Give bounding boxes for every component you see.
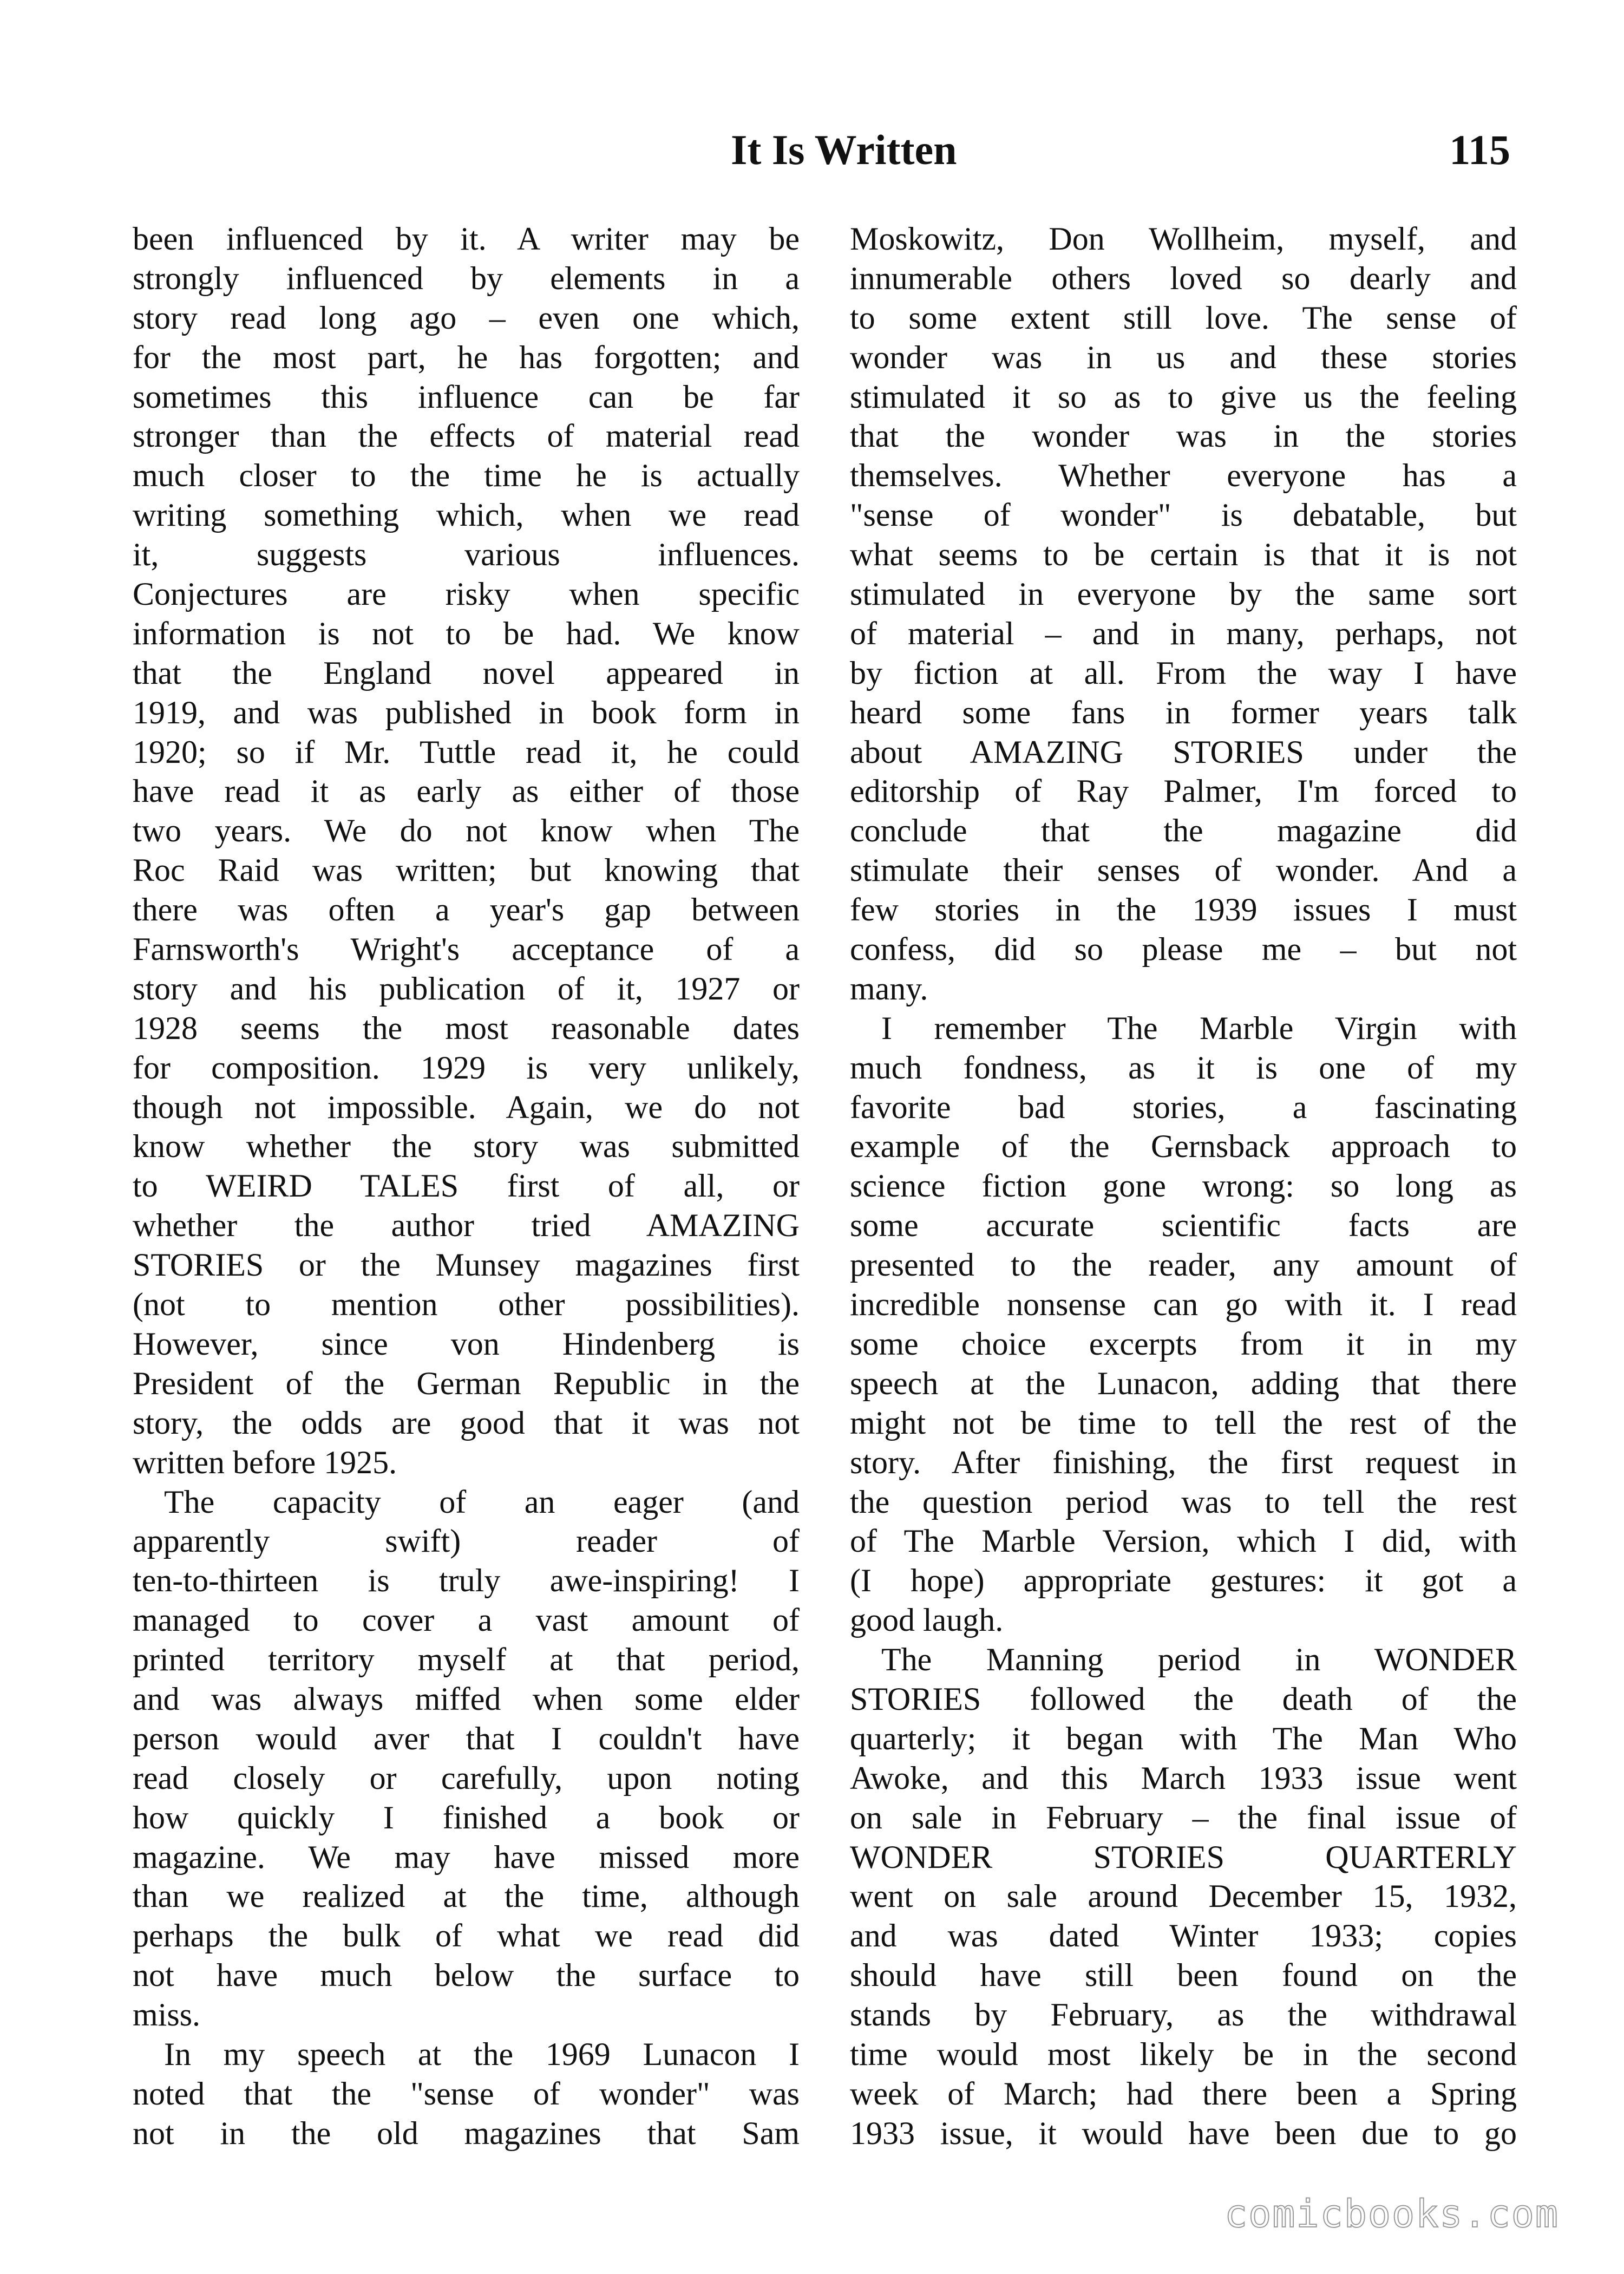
- text-line: noted that the "sense of wonder" was: [133, 2075, 800, 2112]
- running-title: It Is Written: [731, 126, 957, 173]
- text-line: it, suggests various influences.: [133, 537, 800, 573]
- text-line: However, since von Hindenberg is: [133, 1325, 800, 1362]
- text-line: for the most part, he has forgotten; and: [133, 339, 800, 375]
- text-line: much closer to the time he is actually: [133, 458, 800, 494]
- text-line: how quickly I finished a book or: [133, 1799, 800, 1835]
- text-line: by fiction at all. From the way I have: [850, 655, 1517, 691]
- text-line: writing something which, when we read: [133, 497, 800, 533]
- text-line: speech at the Lunacon, adding that there: [850, 1365, 1517, 1401]
- text-line: Roc Raid was written; but knowing that: [133, 852, 800, 888]
- text-line: presented to the reader, any amount of: [850, 1247, 1517, 1283]
- text-line: to WEIRD TALES first of all, or: [133, 1168, 800, 1204]
- text-line: 1919, and was published in book form in: [133, 694, 800, 730]
- text-line: President of the German Republic in the: [133, 1365, 800, 1401]
- text-line: 1920; so if Mr. Tuttle read it, he could: [133, 734, 800, 770]
- text-line: though not impossible. Again, we do not: [133, 1089, 800, 1125]
- text-line: In my speech at the 1969 Lunacon I: [164, 2036, 800, 2072]
- text-line: incredible nonsense can go with it. I read: [850, 1286, 1517, 1323]
- text-line: ten-to-thirteen is truly awe-inspiring! I: [133, 1563, 800, 1599]
- text-line: story, the odds are good that it was not: [133, 1404, 800, 1441]
- text-line: apparently swift) reader of: [133, 1523, 800, 1559]
- text-line: conclude that the magazine did: [850, 813, 1517, 849]
- text-line: Farnsworth's Wright's acceptance of a: [133, 931, 800, 968]
- text-line: much fondness, as it is one of my: [850, 1049, 1517, 1086]
- text-line: of The Marble Version, which I did, with: [850, 1523, 1517, 1559]
- text-line: some accurate scientific facts are: [850, 1207, 1517, 1244]
- text-line: not in the old magazines that Sam: [133, 2115, 800, 2151]
- text-line: sometimes this influence can be far: [133, 378, 800, 415]
- text-line: might not be time to tell the rest of the: [850, 1404, 1517, 1441]
- text-line: science fiction gone wrong: so long as: [850, 1168, 1517, 1204]
- text-line: been influenced by it. A writer may be: [133, 221, 800, 257]
- text-line: wonder was in us and these stories: [850, 339, 1517, 375]
- text-line: information is not to be had. We know: [133, 615, 800, 651]
- text-line: about AMAZING STORIES under the: [850, 734, 1517, 770]
- text-line: have read it as early as either of those: [133, 773, 800, 809]
- text-line: on sale in February – the final issue of: [850, 1799, 1517, 1835]
- text-line: confess, did so please me – but not: [850, 931, 1517, 968]
- text-line: read closely or carefully, upon noting: [133, 1760, 800, 1796]
- text-line: (I hope) appropriate gestures: it got a: [850, 1563, 1517, 1599]
- text-line: week of March; had there been a Spring: [850, 2075, 1517, 2112]
- text-line: WONDER STORIES QUARTERLY: [850, 1839, 1517, 1875]
- text-line: stimulate their senses of wonder. And a: [850, 852, 1517, 888]
- text-line: story. After finishing, the first request in: [850, 1444, 1517, 1480]
- text-line: and was dated Winter 1933; copies: [850, 1918, 1517, 1954]
- text-line: whether the author tried AMAZING: [133, 1207, 800, 1244]
- text-line: Conjectures are risky when specific: [133, 576, 800, 612]
- text-line: few stories in the 1939 issues I must: [850, 892, 1517, 928]
- text-line: (not to mention other possibilities).: [133, 1286, 800, 1323]
- text-line: STORIES followed the death of the: [850, 1681, 1517, 1717]
- text-line: to some extent still love. The sense of: [850, 299, 1517, 336]
- text-line: miss.: [133, 1997, 201, 2033]
- text-line: stronger than the effects of material read: [133, 418, 800, 454]
- text-line: for composition. 1929 is very unlikely,: [133, 1049, 800, 1086]
- text-line: themselves. Whether everyone has a: [850, 458, 1517, 494]
- text-line: strongly influenced by elements in a: [133, 260, 800, 296]
- text-line: than we realized at the time, although: [133, 1878, 800, 1914]
- text-line: editorship of Ray Palmer, I'm forced to: [850, 773, 1517, 809]
- text-line: good laugh.: [850, 1602, 1004, 1638]
- running-head: [0, 120, 1624, 185]
- text-line: I remember The Marble Virgin with: [881, 1010, 1517, 1046]
- text-line: The capacity of an eager (and: [164, 1484, 800, 1520]
- text-line: went on sale around December 15, 1932,: [850, 1878, 1517, 1914]
- text-line: quarterly; it began with The Man Who: [850, 1720, 1517, 1756]
- text-line: stimulated in everyone by the same sort: [850, 576, 1517, 612]
- text-line: story and his publication of it, 1927 or: [133, 970, 800, 1007]
- text-line: some choice excerpts from it in my: [850, 1325, 1517, 1362]
- text-line: printed territory myself at that period,: [133, 1642, 800, 1678]
- text-line: innumerable others loved so dearly and: [850, 260, 1517, 296]
- text-line: know whether the story was submitted: [133, 1128, 800, 1165]
- text-line: two years. We do not know when The: [133, 813, 800, 849]
- text-line: the question period was to tell the rest: [850, 1484, 1517, 1520]
- text-line: stands by February, as the withdrawal: [850, 1997, 1517, 2033]
- left-column: [133, 219, 800, 2153]
- text-line: perhaps the bulk of what we read did: [133, 1918, 800, 1954]
- text-line: written before 1925.: [133, 1444, 397, 1480]
- watermark: comicbooks.com: [1224, 2192, 1559, 2236]
- text-line: there was often a year's gap between: [133, 892, 800, 928]
- text-line: person would aver that I couldn't have: [133, 1720, 800, 1756]
- text-line: 1928 seems the most reasonable dates: [133, 1010, 800, 1046]
- text-line: STORIES or the Munsey magazines first: [133, 1247, 800, 1283]
- text-line: that the England novel appeared in: [133, 655, 800, 691]
- text-line: not have much below the surface to: [133, 1957, 800, 1994]
- text-line: 1933 issue, it would have been due to go: [850, 2115, 1517, 2151]
- text-line: many.: [850, 970, 928, 1007]
- text-line: example of the Gernsback approach to: [850, 1128, 1517, 1165]
- page-number: 115: [1449, 126, 1510, 173]
- text-line: Awoke, and this March 1933 issue went: [850, 1760, 1517, 1796]
- text-line: of material – and in many, perhaps, not: [850, 615, 1517, 651]
- text-line: heard some fans in former years talk: [850, 694, 1517, 730]
- text-line: stimulated it so as to give us the feeling: [850, 378, 1517, 415]
- text-line: The Manning period in WONDER: [881, 1642, 1517, 1678]
- text-line: "sense of wonder" is debatable, but: [850, 497, 1517, 533]
- text-line: that the wonder was in the stories: [850, 418, 1517, 454]
- text-line: managed to cover a vast amount of: [133, 1602, 800, 1638]
- text-line: time would most likely be in the second: [850, 2036, 1517, 2072]
- text-line: favorite bad stories, a fascinating: [850, 1089, 1517, 1125]
- text-line: Moskowitz, Don Wollheim, myself, and: [850, 221, 1517, 257]
- right-column: [850, 219, 1517, 2153]
- text-line: should have still been found on the: [850, 1957, 1517, 1994]
- text-line: and was always miffed when some elder: [133, 1681, 800, 1717]
- text-line: story read long ago – even one which,: [133, 299, 800, 336]
- text-line: magazine. We may have missed more: [133, 1839, 800, 1875]
- text-line: what seems to be certain is that it is not: [850, 537, 1517, 573]
